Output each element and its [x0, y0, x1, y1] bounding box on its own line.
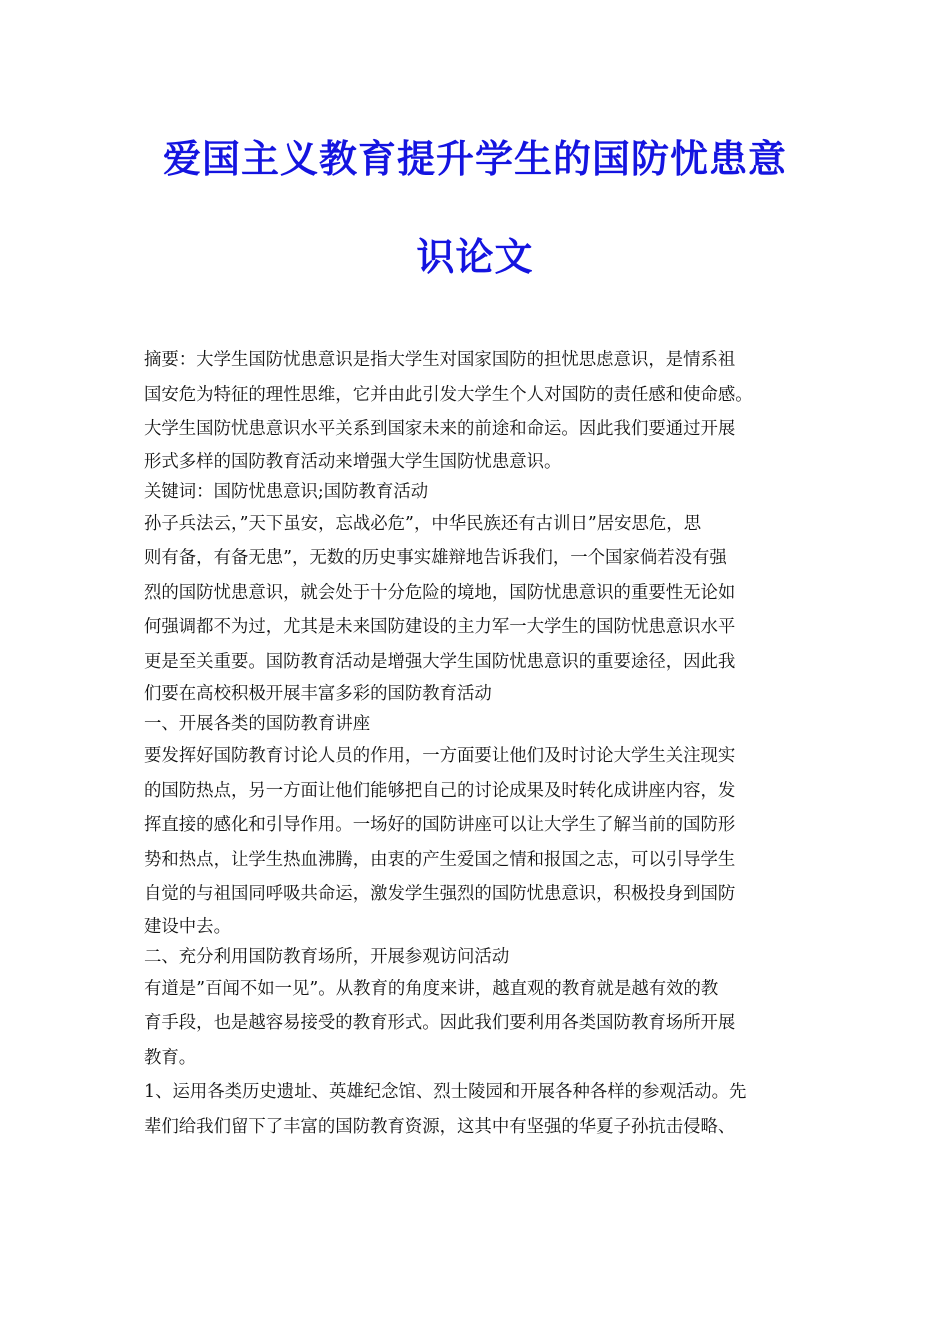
body-paragraph-line: 更是至关重要。国防教育活动是增强大学生国防忧患意识的重要途径，因此我: [144, 651, 736, 672]
body-paragraph-line: 们要在高校积极开展丰富多彩的国防教育活动: [144, 684, 492, 704]
body-paragraph-line: 建设中去。: [144, 916, 231, 937]
section-heading-1: 一、开展各类的国防教育讲座: [144, 714, 371, 734]
abstract-line: 摘要：大学生国防忧患意识是指大学生对国家国防的担忧思虑意识，是情系祖: [144, 350, 736, 370]
abstract-line: 大学生国防忧患意识水平关系到国家未来的前途和命运。因此我们要通过开展: [144, 419, 736, 439]
body-paragraph-line: 育手段，也是越容易接受的教育形式。因此我们要利用各类国防教育场所开展: [144, 1013, 736, 1033]
body-paragraph-line: 1、运用各类历史遗址、英雄纪念馆、烈士陵园和开展各种各样的参观活动。先: [144, 1082, 747, 1102]
body-paragraph-line: 何强调都不为过，尤其是未来国防建设的主力军一大学生的国防忧患意识水平: [144, 617, 736, 637]
section-heading-2: 二、充分利用国防教育场所，开展参观访问活动: [144, 946, 510, 967]
body-paragraph-line: 辈们给我们留下了丰富的国防教育资源，这其中有坚强的华夏子孙抗击侵略、: [144, 1116, 736, 1137]
body-paragraph-line: 教育。: [144, 1047, 197, 1068]
document-title-line-1: 爱国主义教育提升学生的国防忧患意: [162, 137, 787, 181]
body-paragraph-line: 势和热点，让学生热血沸腾，由衷的产生爱国之情和报国之志，可以引导学生: [144, 849, 736, 870]
body-paragraph-line: 挥直接的感化和引导作用。一场好的国防讲座可以让大学生了解当前的国防形: [144, 815, 736, 835]
body-paragraph-line: 孙子兵法云，”天下虽安，忘战必危”，中华民族还有古训日”居安思危，思: [144, 513, 702, 534]
abstract-line: 国安危为特征的理性思维，它并由此引发大学生个人对国防的责任感和使命感。: [144, 384, 753, 405]
body-paragraph-line: 要发挥好国防教育讨论人员的作用，一方面要让他们及时讨论大学生关注现实: [144, 746, 736, 766]
abstract-line: 形式多样的国防教育活动来增强大学生国防忧患意识。: [144, 451, 562, 472]
document-title-line-2: 识论文: [416, 235, 534, 279]
body-paragraph-line: 自觉的与祖国同呼吸共命运，激发学生强烈的国防忧患意识，积极投身到国防: [144, 884, 736, 904]
body-paragraph-line: 则有备，有备无患”，无数的历史事实雄辩地告诉我们，一个国家倘若没有强: [144, 548, 727, 568]
body-paragraph-line: 有道是”百闻不如一见”。从教育的角度来讲，越直观的教育就是越有效的教: [144, 978, 719, 999]
document-body: [144, 343, 820, 1144]
body-paragraph-line: 的国防热点，另一方面让他们能够把自己的讨论成果及时转化成讲座内容，发: [144, 780, 736, 801]
body-paragraph-line: 烈的国防忧患意识，就会处于十分危险的境地，国防忧患意识的重要性无论如: [144, 582, 736, 603]
keywords-line: 关键词：国防忧患意识;国防教育活动: [144, 481, 429, 502]
